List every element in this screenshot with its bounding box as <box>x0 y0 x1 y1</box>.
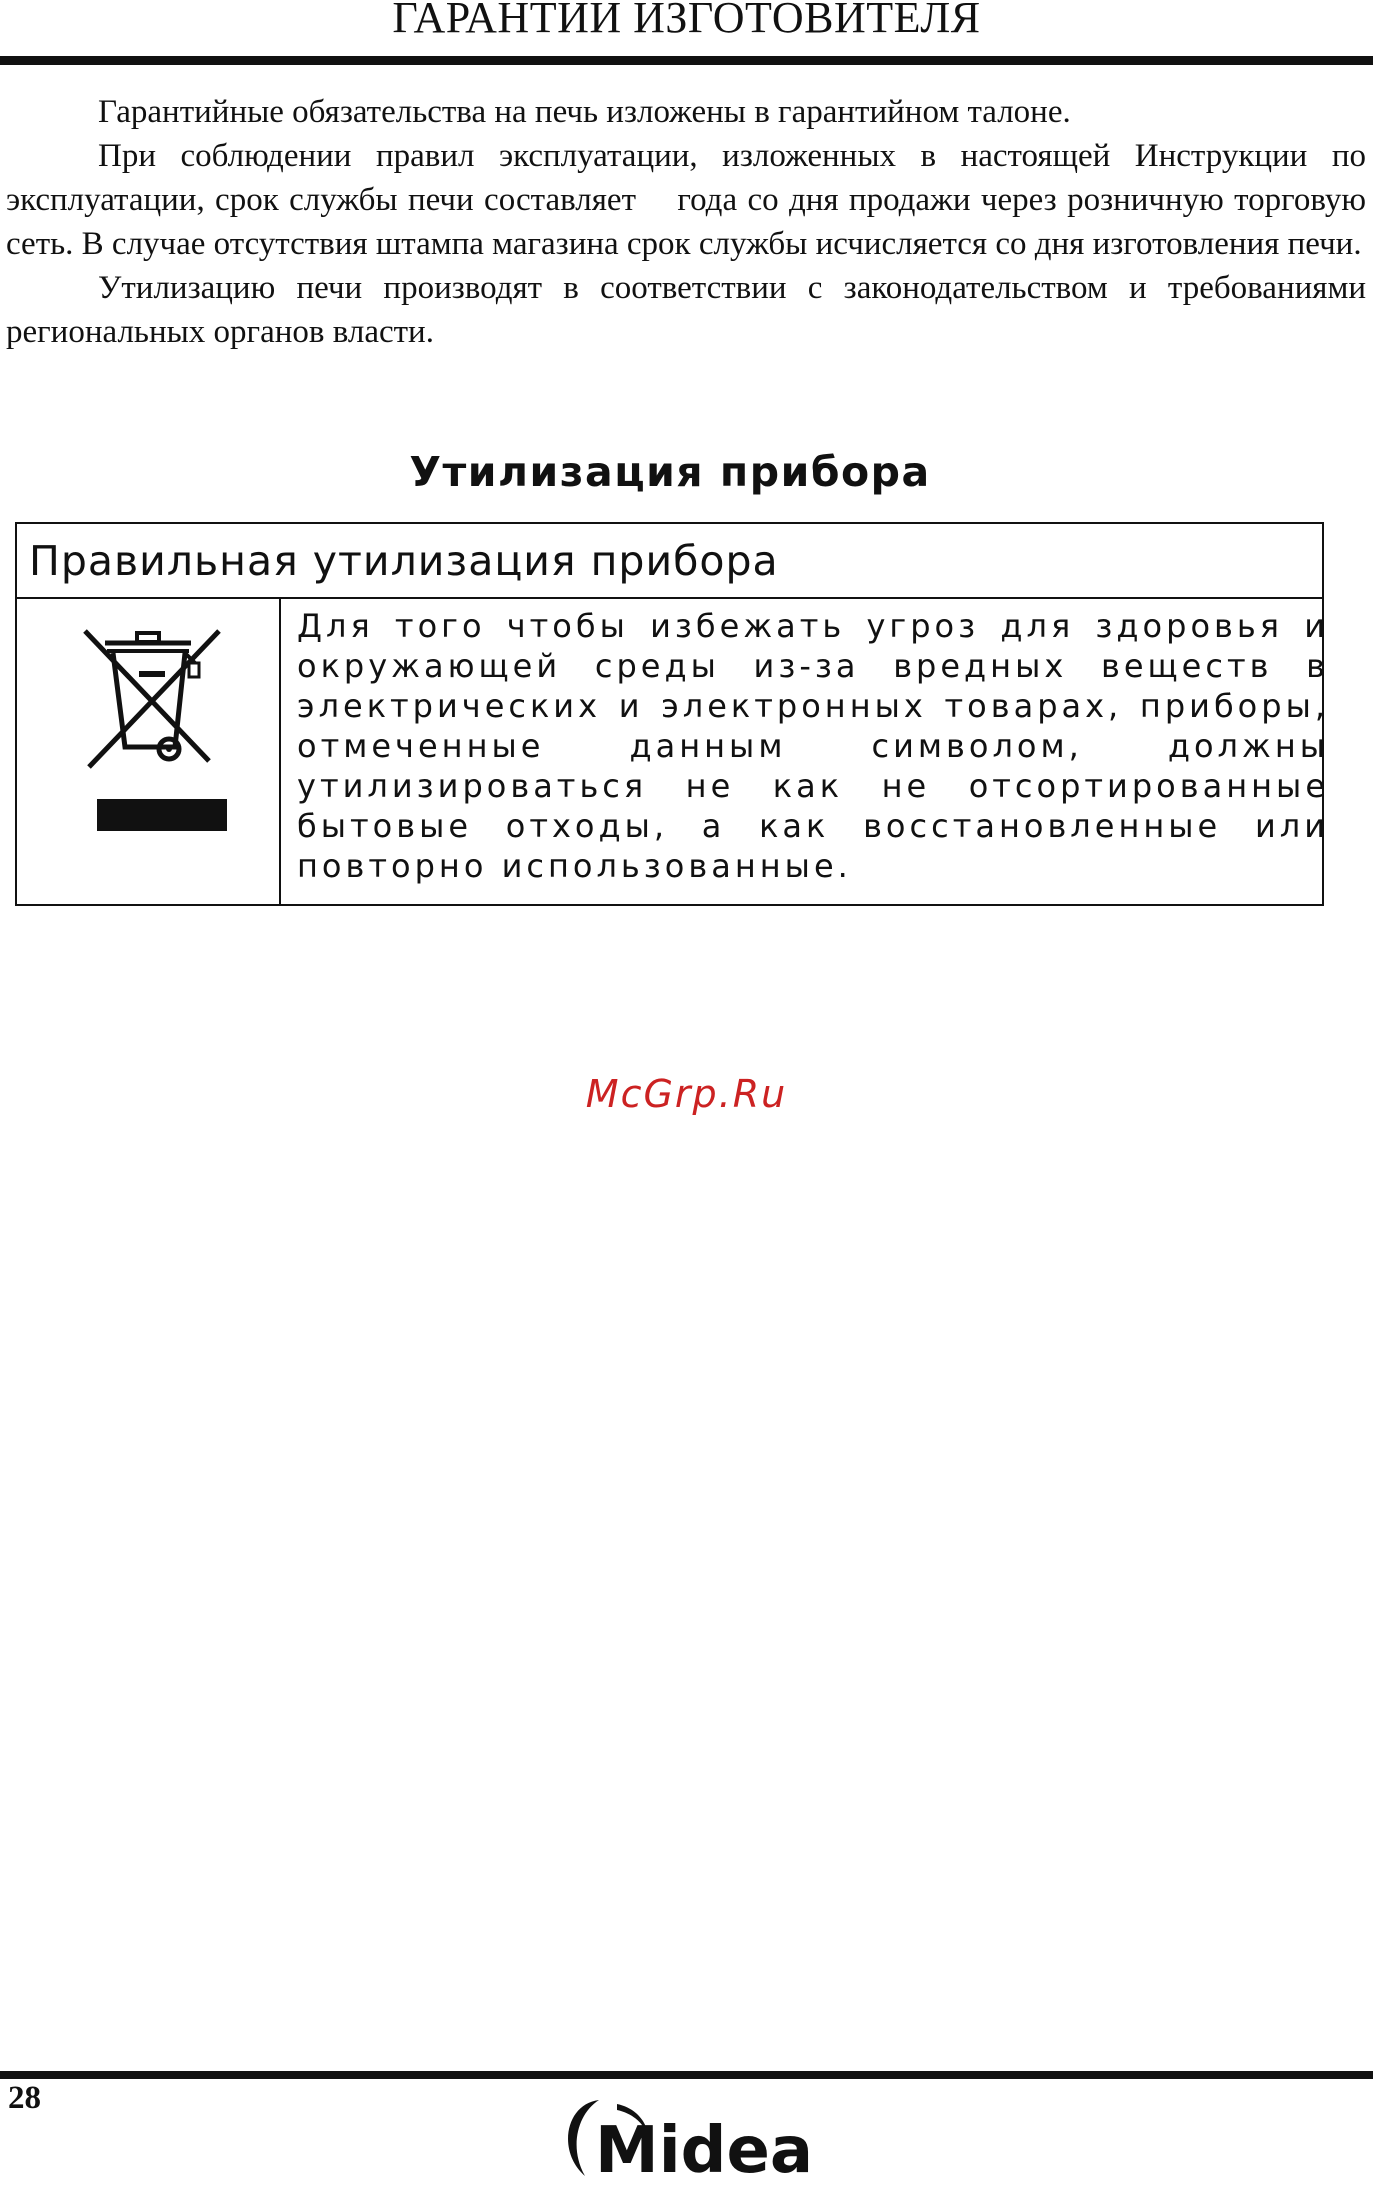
disposal-table-header: Правильная утилизация прибора <box>17 524 1322 599</box>
disposal-table <box>15 522 1329 906</box>
paragraph: Утилизацию печи производят в соответствии с законодательством и требованиями региональных органов власти. <box>6 270 1366 350</box>
page-title: ГАРАНТИИ ИЗГОТОВИТЕЛЯ <box>392 0 981 42</box>
midea-logo <box>555 2090 815 2190</box>
warranty-text <box>6 90 1366 354</box>
footer-divider <box>0 2071 1373 2079</box>
paragraph: Гарантийные обязательства на печь изложены в гарантийном талоне. <box>98 94 1071 130</box>
section-heading: Утилизация прибора <box>409 448 931 496</box>
header-divider <box>0 56 1373 65</box>
page-number: 28 <box>8 2080 41 2116</box>
watermark: McGrp.Ru <box>585 1072 788 1116</box>
weee-symbol-cell <box>17 599 281 904</box>
paragraph: При соблюдении правил эксплуатации, изложенных в настоящей Инструкции по эксплуатации, срок службы печи составляет года со дня продажи через розничную торговую сеть. В случае отсутствия штампа магазина срок службы исчисляется со дня изготовления печи. <box>6 138 1366 262</box>
svg-text:Midea: Midea <box>595 2114 814 2188</box>
disposal-instructions: Для того чтобы избежать угроз для здоровья и окружающей среды из-за вредных веществ в электрических и электронных товарах, приборы, отмеченные данным символом, должны утилизироваться не как не отсортированные бытовые отходы, а как восстановленные или повторно использованные. <box>297 607 1329 885</box>
crossed-out-wheeled-bin-icon <box>67 619 237 869</box>
